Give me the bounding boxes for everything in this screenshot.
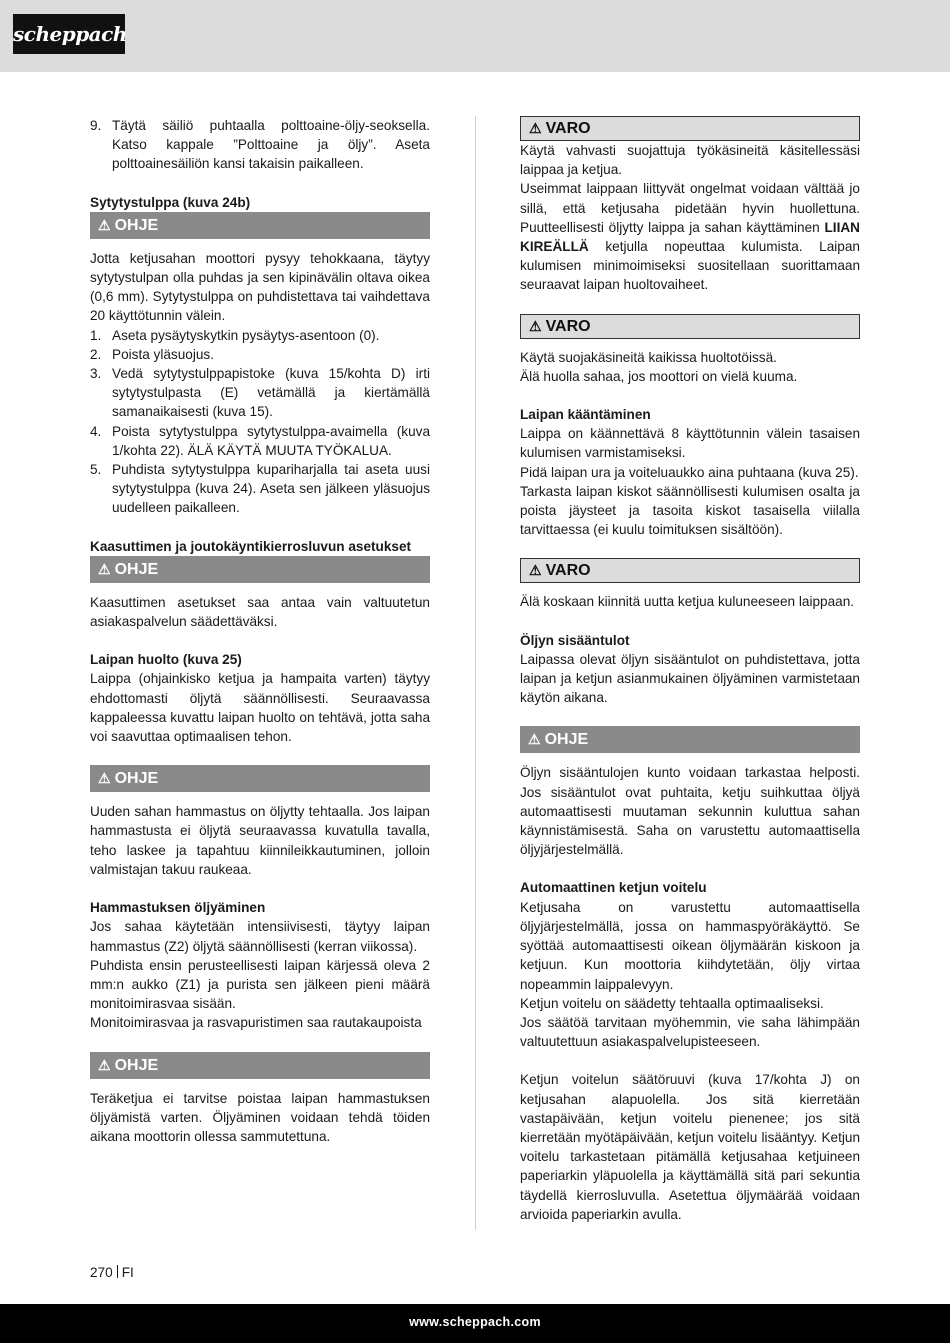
teeth-oiling-text: Puhdista ensin perusteellisesti laipan kärjessä oleva 2 mm:n aukko (Z1) ja purista sen jälkeen pieni määrä monitoimirasvaa sisään. [90, 957, 430, 1012]
oil-inlets-text: Laipassa olevat öljyn sisääntulot on puhdistettava, jotta laipan ja ketjun asianmukainen öljyäminen varmistetaan käytön aikana. [520, 651, 860, 706]
note-box: ⚠ OHJE [90, 1052, 430, 1079]
list-item: 5. Puhdista sytytystulppa kupariharjalla tai aseta uusi sytytystulppa (kuva 24). Aseta sen jälkeen yläsuojus uudelleen paikalleen. [90, 462, 430, 516]
column-divider [475, 116, 476, 1230]
carburettor-heading: Kaasuttimen ja joutokäyntikierrosluvun asetukset [90, 538, 412, 554]
caution-text: Useimmat laippaan liittyvät ongelmat voidaan välttää jo sillä, että ketjusaha pidetään hyvin huollettuna. Puutteellisesti öljytty laippa ja sahan käyttäminen LIIAN KIREÄLLÄ ketjulla nopeuttaa kulumista. Laipan kulumisen minimoimiseksi suositellaan suorittamaan seuraavat laipan huoltovaiheet. [520, 181, 860, 293]
list-item: 3. Vedä sytytystulppapistoke (kuva 15/kohta D) irti sytytystulpasta (E) vetämällä ja kiertämällä samanaikaisesti (kuva 15). [90, 366, 430, 420]
auto-lubrication-text: Jos säätöä tarvitaan myöhemmin, vie saha lähimpään valtuutettuun asiakaspalvelupisteeseen. [520, 1014, 860, 1050]
teeth-oiling-heading: Hammastuksen öljyäminen [90, 900, 266, 916]
bar-maintenance-text: Laippa (ohjainkisko ketjua ja hampaita varten) täytyy ehdottomasti öljytä säännöllisesti. Seuraavassa kappaleessa kuvattu laipan huolto on tehtävä, jotta saha voi saavuttaa optimaalisen tehon. [90, 671, 430, 745]
caution-text: Käytä vahvasti suojattuja työkäsineitä käsitellessäsi laippaa ja ketjua. [520, 143, 860, 178]
bar-turning-heading: Laipan kääntäminen [520, 407, 651, 423]
warning-triangle-icon: ⚠ [529, 562, 542, 579]
left-column [90, 116, 430, 1146]
caution-box: ⚠ VARO [520, 116, 860, 141]
caution-box: ⚠ VARO [520, 558, 860, 583]
scheppach-logo: scheppach [13, 14, 125, 54]
caution-text: Käytä suojakäsineitä kaikissa huoltotöissä. [520, 349, 777, 365]
list-item: 9. Täytä säiliö puhtaalla polttoaine-öljy-seoksella. Katso kappale ”Polttoaine ja öljy”. Aseta polttoainesäiliön kansi takaisin paikalleen. [90, 118, 430, 172]
note-box: ⚠ OHJE [90, 765, 430, 792]
page-number: 270 FI [90, 1265, 134, 1280]
carburettor-text: Kaasuttimen asetukset saa antaa vain valtuutetun asiakaspalvelun säädettäväksi. [90, 594, 430, 630]
list-item: 2. Poista yläsuojus. [90, 346, 215, 362]
teeth-oiling-text: Monitoimirasvaa ja rasvapuristimen saa rautakaupoista [90, 1015, 422, 1031]
auto-lubrication-text: Ketjusaha on varustettu automaattisella öljyjärjestelmällä, jossa on hammaspyöräkäyttö. Se syöttää automaattisesti oikean öljymäärän kiskoon ja ketjuun. Kun moottoria kiihdytetään, öljy virtaa nopeammin laippalevyyn. [520, 899, 860, 992]
new-saw-text: Uuden sahan hammastus on öljytty tehtaalla. Jos laipan hammastusta ei öljytä seuraavassa kuvatulla tavalla, teho laskee ja tapahtuu kiinnileikkautuminen, jolloin valmistajan takuu raukeaa. [90, 804, 430, 877]
auto-lubrication-heading: Automaattinen ketjun voitelu [520, 880, 707, 896]
warning-triangle-icon: ⚠ [98, 560, 111, 577]
bar-maintenance-heading: Laipan huolto (kuva 25) [90, 652, 242, 668]
caution-box: ⚠ VARO [520, 314, 860, 339]
chain-removal-text: Teräketjua ei tarvitse poistaa laipan hammastuksen öljyämistä varten. Öljyäminen voidaan tehdä töiden aikana moottorin ollessa sammutettuna. [90, 1090, 430, 1144]
auto-lubrication-text: Ketjun voitelu on säädetty tehtaalla optimaaliseksi. [520, 995, 824, 1011]
spark-plug-heading: Sytytystulppa (kuva 24b) [90, 194, 251, 210]
caution-text: Älä koskaan kiinnitä uutta ketjua kuluneeseen laippaan. [520, 594, 855, 610]
website-url: www.scheppach.com [409, 1315, 541, 1329]
note-box: ⚠ OHJE [90, 212, 430, 239]
warning-triangle-icon: ⚠ [98, 216, 111, 233]
warning-triangle-icon: ⚠ [98, 770, 111, 787]
warning-triangle-icon: ⚠ [529, 120, 542, 136]
separator [117, 1265, 118, 1278]
refuel-steps [90, 116, 430, 174]
page-footer [0, 1304, 950, 1343]
oil-inlets-heading: Öljyn sisääntulot [520, 632, 630, 648]
oil-inlets-note-text: Öljyn sisääntulojen kunto voidaan tarkastaa helposti. Jos sisääntulot ovat puhtaita, ketju suihkuttaa öljyä automaattisesti muutaman sekunnin kuluttua sahan käynnistämisestä. Saha on varustettu automaattisella öljyjärjestelmällä. [520, 765, 860, 858]
bar-turning-text: Laippa on käännettävä 8 käyttötunnin välein tasaisen kulumisen varmistamiseksi. [520, 426, 860, 461]
warning-triangle-icon: ⚠ [529, 317, 542, 334]
warning-triangle-icon: ⚠ [528, 731, 541, 748]
note-box: ⚠ OHJE [90, 556, 430, 583]
spark-plug-steps [90, 326, 430, 518]
caution-text: Älä huolla sahaa, jos moottori on vielä kuuma. [520, 368, 798, 384]
adjustment-screw-text: Ketjun voitelun säätöruuvi (kuva 17/kohta J) on ketjusahan alapuolella. Jos sitä kierretään vastapäivään, ketjun voitelu pienenee; jos sitä kierretään myötäpäivään, ketjun voitelu lisääntyy. Ketjun voitelu tarkastetaan pitämällä ketjusahaa ketjuineen paperiarkin yläpuolella ja käyttämällä sitä pari sekuntia täydellä kierrosluvulla. Asetettua öljymäärää voidaan arvioida paperiarkin avulla. [520, 1072, 860, 1222]
note-box: ⚠ OHJE [520, 726, 860, 753]
bar-turning-text: Tarkasta laipan kiskot säännöllisesti kulumisen osalta ja poista jäysteet ja tasoita kiskot tasaisella viilalla tarvittaessa (ei kuulu toimituksen sisältöön). [520, 483, 860, 538]
bar-turning-text: Pidä laipan ura ja voiteluaukko aina puhtaana (kuva 25). [520, 464, 859, 480]
warning-triangle-icon: ⚠ [98, 1056, 111, 1073]
right-column [520, 116, 860, 1224]
spark-plug-text: Jotta ketjusahan moottori pysyy tehokkaana, täytyy sytytystulpan olla puhdas ja sen kipinävälin oltava oikea (0,6 mm). Sytytystulppa on puhdistettava tai vaihdettava 20 käyttötunnin välein. [90, 250, 430, 324]
list-item: 4. Poista sytytystulppa sytytystulppa-avaimella (kuva 1/kohta 22). ÄLÄ KÄYTÄ MUUTA TYÖKALUA. [90, 423, 430, 458]
teeth-oiling-text: Jos sahaa käytetään intensiivisesti, täytyy laipan hammastus (Z2) öljytä säännöllisesti (kerran viikossa). [90, 919, 430, 954]
page-header [0, 0, 950, 72]
list-item: 1. Aseta pysäytyskytkin pysäytys-asentoon (0). [90, 327, 380, 343]
